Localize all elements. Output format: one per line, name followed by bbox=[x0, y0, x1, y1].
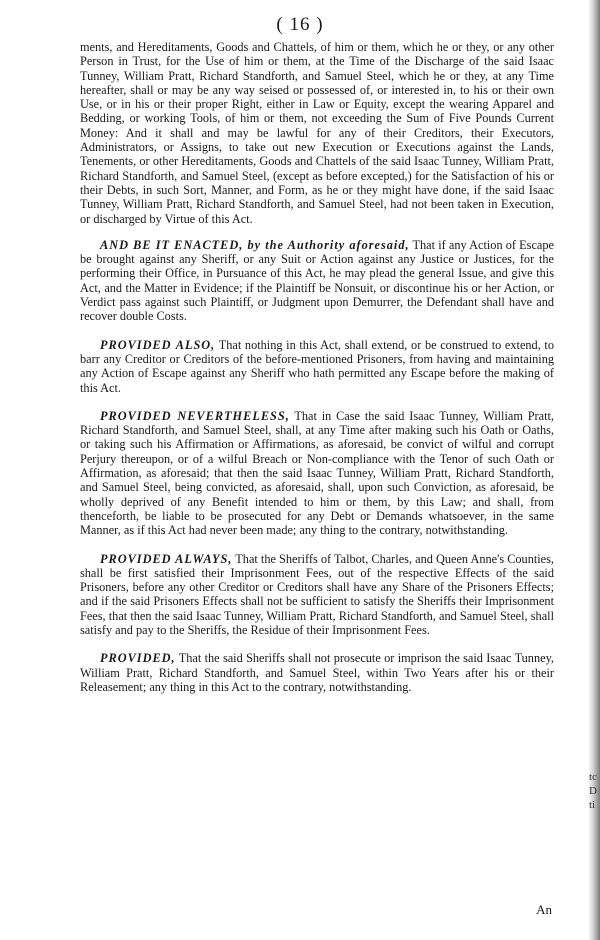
paragraph-provided-nevertheless bbox=[80, 409, 554, 538]
paragraph-continuation bbox=[80, 40, 554, 226]
catchword: An bbox=[536, 902, 552, 917]
paragraph-lead: PROVIDED, bbox=[100, 651, 176, 666]
paragraph-provided bbox=[80, 651, 554, 694]
facing-letter: tc bbox=[589, 771, 597, 783]
paragraph-text: ments, and Hereditaments, Goods and Chattels, of him or them, which he or they, or any other Person in Trust, for the Use of him or them, at the Time of the Discharge of the said Isaac Tunney, William Pratt, Richard Standforth, and Samuel Steel, which he or they, at any Time hereafter, shall or may be any way seised or possessed of, or interested in, to his or their own Use, or in his or their proper Right, either in Law or Equity, except the wearing Apparel and Bedding, or working Tools, of him or them, not exceeding the Sum of Five Pounds Current Money: And it shall and may be lawful for any of their Creditors, their Executors, Administrators, or Assigns, to take out new Execution or Executions against the Lands, Tenements, or other Hereditaments, Goods and Chattels of the said Isaac Tunney, William Pratt, Richard Standforth, and Samuel Steel, (except as before excepted,) for the Satisfaction of his or their Debts, in such Sort, Manner, and Form, as he or they might have done, if the said Isaac Tunney, William Pratt, Richard Standforth, and Samuel Steel, had not been taken in Execution, or discharged by Virtue of this Act. bbox=[80, 40, 554, 226]
paragraph-text: That the Sheriffs of Talbot, Charles, and Queen Anne's Counties, shall be first satisfied their Imprisonment Fees, out of the respective Effects of the said Prisoners, before any other Creditor or Creditors shall have any Share of the Prisoners Effects; and if the said Prisoners Effects shall not be sufficient to satisfy the Sheriffs their Imprisonment Fees, that then the said Isaac Tunney, William Pratt, Richard Standforth, and Samuel Steel, shall satisfy and pay to the Sheriffs, the Residue of their Imprisonment Fees. bbox=[80, 551, 555, 637]
paragraph-lead: PROVIDED NEVERTHELESS, bbox=[100, 408, 290, 423]
page-body bbox=[80, 40, 554, 708]
paragraph-text: That if any Action of Escape be brought against any Sheriff, or any Suit or Action against any Justice or Justices, for the performing their Office, in Pursuance of this Act, he may plead the general Issue, and give this Act, and the Matter in Evidence; if the Plaintiff be Nonsuit, or discontinue his or her Action, or Verdict pass against such Plaintiff, or Judgment upon Demurrer, the Defendant shall have and recover double Costs. bbox=[80, 237, 554, 324]
paragraph-lead: AND BE IT ENACTED, by the Authority aforesaid, bbox=[100, 237, 410, 252]
paragraph-lead: PROVIDED ALSO, bbox=[100, 337, 216, 352]
paragraph-lead: PROVIDED ALWAYS, bbox=[100, 551, 233, 566]
paragraph-text: That the said Sheriffs shall not prosecute or imprison the said Isaac Tunney, William Pratt, Richard Standforth, and Samuel Steel, within Two Years after his or their Releasement; any thing in this Act to the contrary, notwithstanding. bbox=[80, 651, 554, 694]
paragraph-provided-also bbox=[80, 338, 554, 395]
facing-letter: D bbox=[589, 785, 597, 797]
facing-letter: ti bbox=[589, 799, 596, 811]
paragraph-text: That in Case the said Isaac Tunney, William Pratt, Richard Standforth, and Samuel Steel, shall, at any Time after making such his Oath or Oaths, or taking such his Affirmation or Affirmations, as aforesaid, be convict of wilful and corrupt Perjury thereupon, or of a wilful Breach or Non-compliance with the Tenor of such Oath or Affirmation, as aforesaid; that then the said Isaac Tunney, William Pratt, Richard Standforth, and Samuel Steel, being convicted, as aforesaid, shall, upon such Conviction, as aforesaid, be wholly deprived of any Benefit intended to him or them, by this Law; and shall, from thenceforth, be liable to be prosecuted for any Debt or Demands whatsoever, in the same Manner, as if this Act had never been made; any thing to the contrary, notwithstanding. bbox=[80, 408, 554, 538]
paragraph-text: That nothing in this Act, shall extend, or be construed to extend, to barr any Creditor or Creditors of the before-mentioned Prisoners, from having and maintaining any Action of Escape against any Sheriff who hath permitted any Escape before the making of this Act. bbox=[80, 337, 555, 395]
paragraph-enacted bbox=[80, 238, 554, 324]
paragraph-provided-always bbox=[80, 552, 554, 638]
facing-page-letters bbox=[589, 770, 599, 812]
page-number: ( 16 ) bbox=[276, 14, 324, 35]
